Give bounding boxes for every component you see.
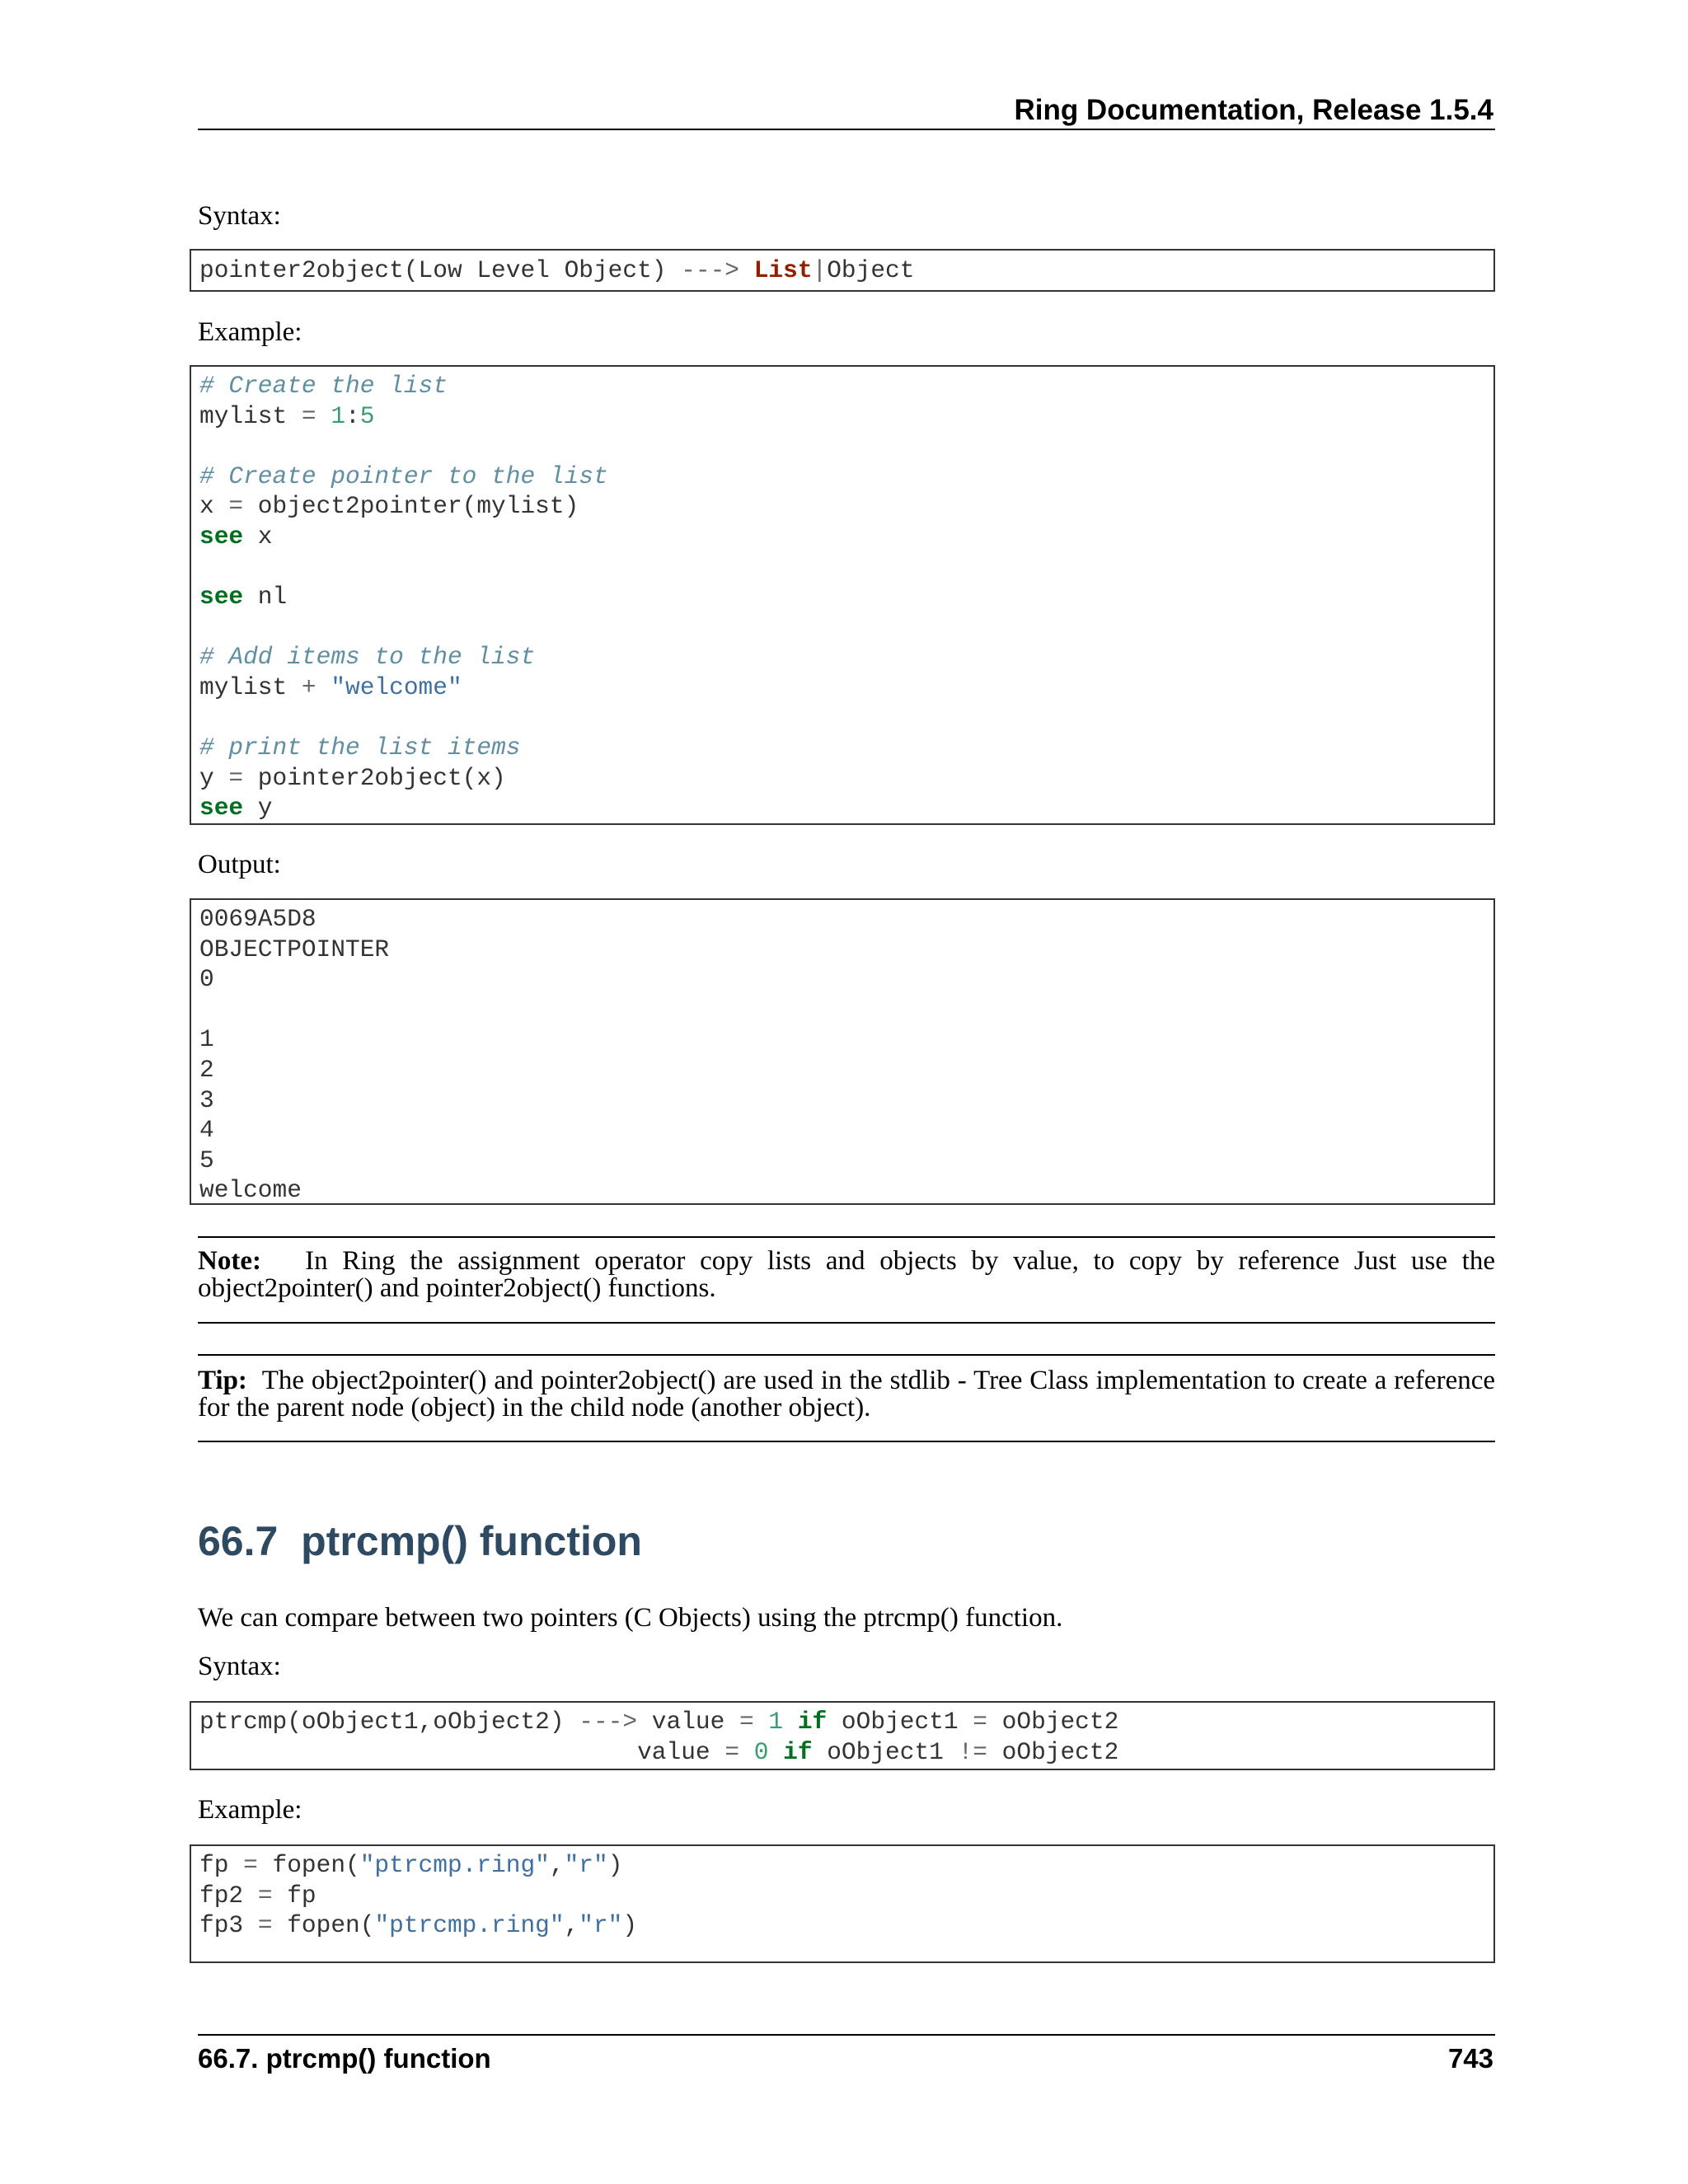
note-bottom-rule — [198, 1322, 1495, 1324]
header-rule — [198, 129, 1495, 130]
code-comment: # Add items to the list — [199, 643, 536, 672]
ptrcmp-example-code-block — [190, 1844, 1495, 1963]
tip-text: The object2pointer() and pointer2object() are used in the stdlib - Tree Class implementation to create a reference for the parent node (object) in the child node (another object). — [198, 1366, 1496, 1422]
ptrcmp-example-code: fp = fopen("ptrcmp.ring","r") fp2 = fp fp3 = fopen("ptrcmp.ring","r") — [199, 1851, 638, 1940]
footer-page-number: 743 — [1447, 2043, 1493, 2074]
tip-admonition — [198, 1367, 1495, 1422]
running-header: Ring Documentation, Release 1.5.4 — [1014, 94, 1493, 126]
note-top-rule — [198, 1236, 1495, 1238]
section-intro: We can compare between two pointers (C Objects) using the ptrcmp() function. — [198, 1603, 1063, 1633]
code-comment: # print the list items — [199, 733, 521, 762]
footer-rule — [198, 2034, 1495, 2036]
note-text: In Ring the assignment operator copy lists and objects by value, to copy by reference Just use the object2pointer() and pointer2object() functions. — [198, 1246, 1495, 1303]
example-label: Example: — [198, 317, 302, 347]
ptrcmp-syntax-code: ptrcmp(oObject1,oObject2) ---> value = 1 if oObject1 = oObject2 value = 0 if oObject1 != oObject2 — [199, 1708, 1119, 1766]
code-comment: # Create the list — [199, 372, 448, 400]
example-code-block — [190, 365, 1495, 825]
tip-label: Tip: — [198, 1366, 247, 1395]
syntax-label: Syntax: — [198, 201, 281, 231]
tip-top-rule — [198, 1354, 1495, 1356]
note-label: Note: — [198, 1246, 261, 1276]
example-label-2: Example: — [198, 1795, 302, 1825]
example-code: # Create the list mylist = 1:5 # Create pointer to the list x = object2pointer(mylist) see x see nl # Add items to the list mylist + "welcome" # print the list items y = pointer2object(x) see y — [199, 372, 608, 823]
section-title: ptrcmp() function — [301, 1518, 642, 1564]
section-heading — [198, 1516, 642, 1566]
output-code-block — [190, 898, 1495, 1205]
output-label: Output: — [198, 850, 281, 879]
syntax-code-block — [190, 249, 1495, 292]
note-admonition — [198, 1248, 1495, 1302]
syntax-code: pointer2object(Low Level Object) ---> List|Object — [199, 256, 915, 284]
section-number: 66.7 — [198, 1518, 279, 1564]
footer-section: 66.7. ptrcmp() function — [198, 2043, 491, 2074]
output-code: 0069A5D8 OBJECTPOINTER 0 1 2 3 4 5 welcome — [199, 905, 390, 1205]
syntax-label-2: Syntax: — [198, 1652, 281, 1681]
tip-bottom-rule — [198, 1441, 1495, 1442]
ptrcmp-syntax-code-block — [190, 1701, 1495, 1770]
code-comment: # Create pointer to the list — [199, 462, 608, 490]
